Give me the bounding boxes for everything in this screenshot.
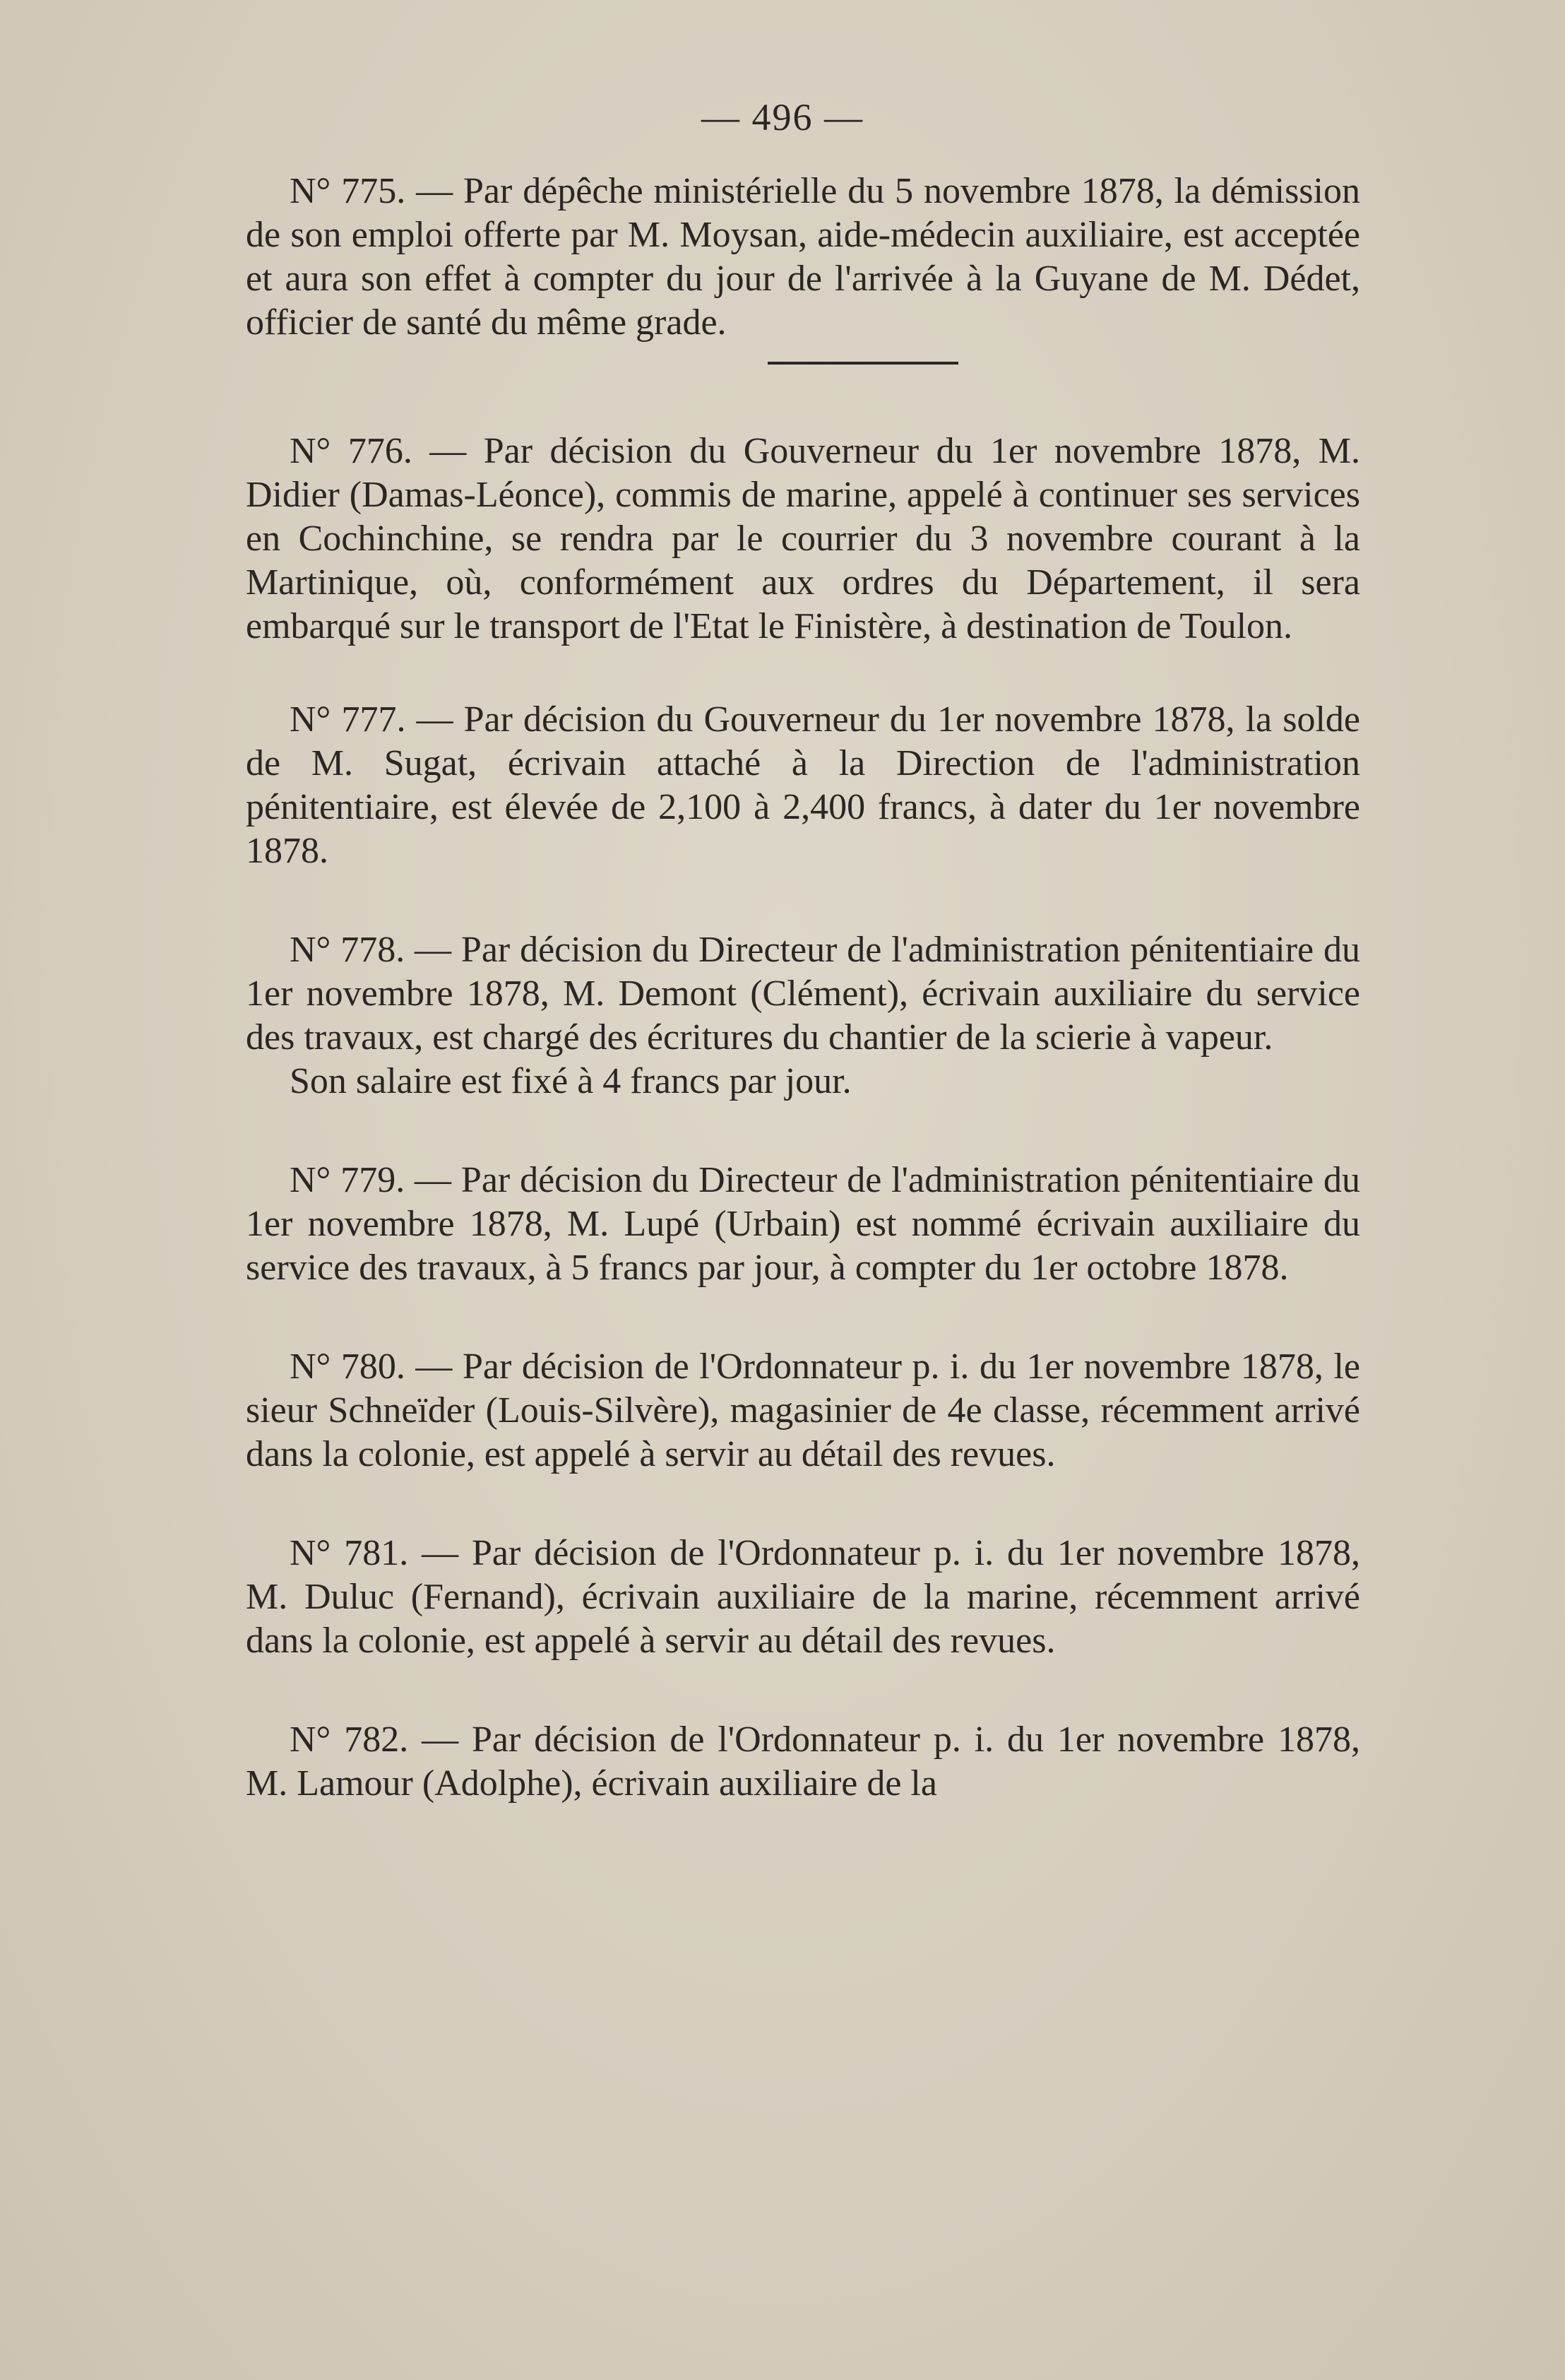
section-separator-rule xyxy=(768,362,958,365)
entry-775 xyxy=(246,170,1360,345)
entry-776 xyxy=(246,430,1360,649)
entry-paragraph: N° 777. — Par décision du Gouverneur du 1er novembre 1878, la solde de M. Sugat, écrivain attaché à la Direction de l'administration pénitentiaire, est élevée de 2,100 à 2,400 francs, à dater du 1er novembre 1878. xyxy=(246,699,1360,871)
entry-781 xyxy=(246,1532,1360,1663)
entry-paragraph: N° 779. — Par décision du Directeur de l'administration pénitentiaire du 1er novembre 1878, M. Lupé (Urbain) est nommé écrivain auxiliaire du service des travaux, à 5 francs par jour, à compter du 1er octobre 1878. xyxy=(246,1160,1360,1288)
page-number: — 496 — xyxy=(701,96,864,138)
entry-paragraph: N° 782. — Par décision de l'Ordonnateur p. i. du 1er novembre 1878, M. Lamour (Adolphe), écrivain auxiliaire de la xyxy=(246,1719,1360,1804)
entry-paragraph: Son salaire est fixé à 4 francs par jour. xyxy=(290,1061,852,1101)
entry-paragraph: N° 776. — Par décision du Gouverneur du 1er novembre 1878, M. Didier (Damas-Léonce), commis de marine, appelé à continuer ses services en Cochinchine, se rendra par le courrier du 3 novembre courant à la Martinique, où, conformément aux ordres du Département, il sera embarqué sur le transport de l'Etat le Finistère, à destination de Toulon. xyxy=(246,431,1360,646)
entry-782 xyxy=(246,1718,1360,1806)
text-column xyxy=(246,170,1360,1806)
entry-paragraph: N° 778. — Par décision du Directeur de l'administration pénitentiaire du 1er novembre 1878, M. Demont (Clément), écrivain auxiliaire du service des travaux, est chargé des écritures du chantier de la scierie à vapeur. xyxy=(246,930,1360,1058)
entry-778 xyxy=(246,928,1360,1103)
entry-paragraph: N° 780. — Par décision de l'Ordonnateur p. i. du 1er novembre 1878, le sieur Schneïder (Louis-Silvère), magasinier de 4e classe, récemment arrivé dans la colonie, est appelé à servir au détail des revues. xyxy=(246,1346,1360,1474)
entry-780 xyxy=(246,1345,1360,1476)
entry-paragraph: N° 775. — Par dépêche ministérielle du 5 novembre 1878, la démission de son emploi offerte par M. Moysan, aide-médecin auxiliaire, est acceptée et aura son effet à compter du jour de l'arrivée à la Guyane de M. Dédet, officier de santé du même grade. xyxy=(246,171,1360,343)
entry-779 xyxy=(246,1159,1360,1290)
entry-777 xyxy=(246,698,1360,873)
entry-paragraph: N° 781. — Par décision de l'Ordonnateur p. i. du 1er novembre 1878, M. Duluc (Fernand), écrivain auxiliaire de la marine, récemment arrivé dans la colonie, est appelé à servir au détail des revues. xyxy=(246,1533,1360,1661)
